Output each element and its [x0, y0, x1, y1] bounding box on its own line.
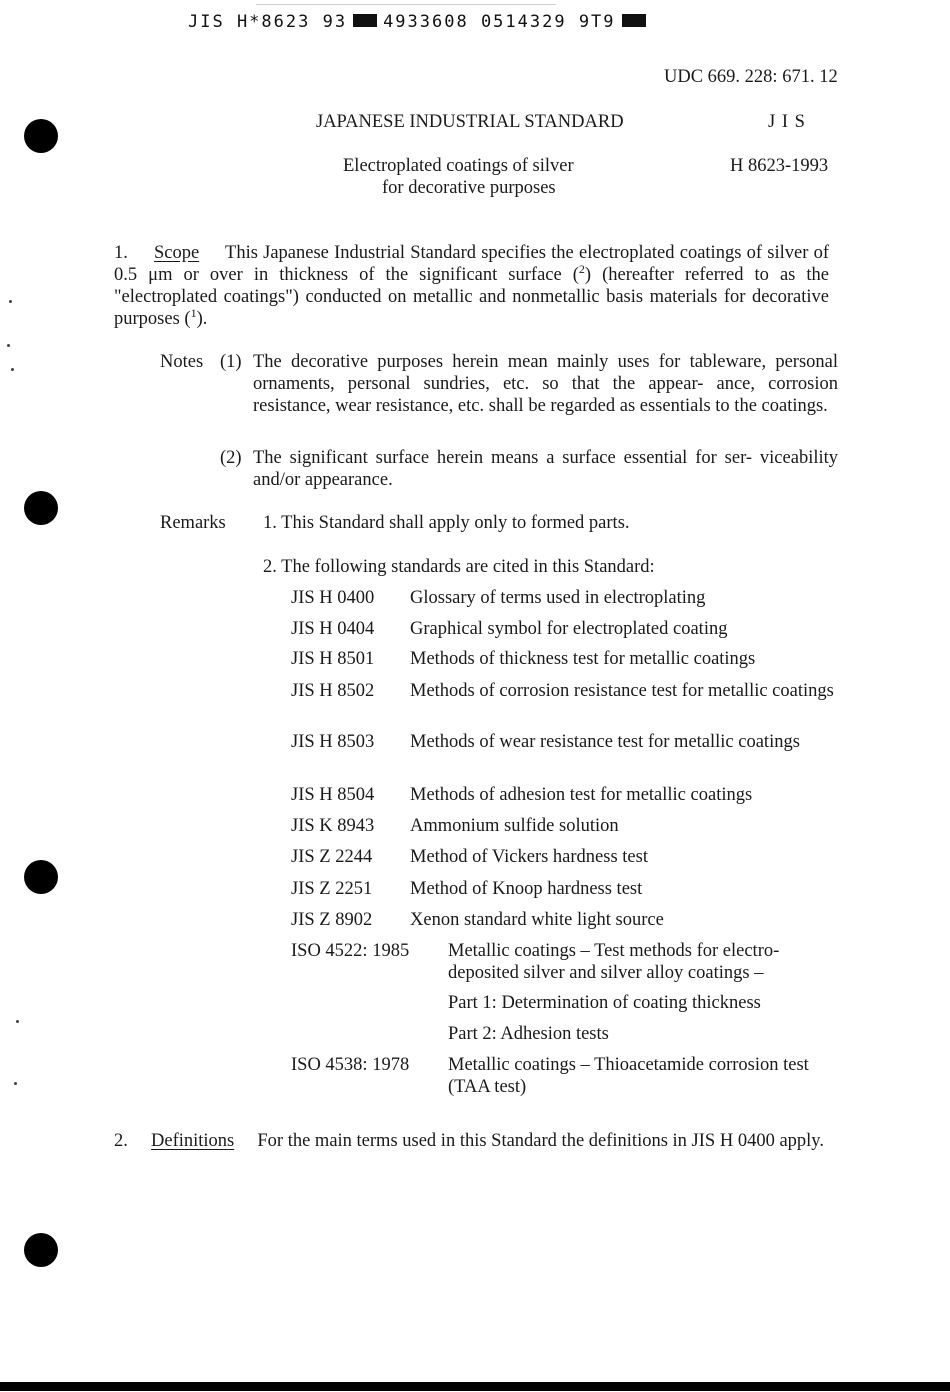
- standard-part: Part 2: Adhesion tests: [448, 1024, 609, 1044]
- standard-title: Methods of thickness test for metallic coatings: [410, 649, 756, 669]
- standard-code: JIS Z 2244: [291, 847, 373, 867]
- remark-item: 2. The following standards are cited in this Standard:: [263, 557, 655, 577]
- note-text: The significant surface herein means a surface essential for ser- viceability and/or appearance.: [253, 448, 838, 490]
- footnote-ref: 2: [578, 261, 585, 276]
- doc-title-line2: for decorative purposes: [382, 178, 556, 198]
- scope-section: [114, 242, 829, 330]
- standard-number: H 8623-1993: [730, 156, 829, 176]
- barcode-left: JIS H*8623 93: [188, 12, 348, 32]
- standard-title: Graphical symbol for electroplated coating: [410, 619, 728, 639]
- standard-title: Metallic coatings – Test methods for electro- deposited silver and silver alloy coatings –: [448, 941, 780, 983]
- scan-top-line: [256, 4, 556, 5]
- scope-text-3: ).: [196, 309, 208, 329]
- standard-title: Method of Knoop hardness test: [410, 879, 643, 899]
- footnote-ref: 1: [190, 305, 197, 320]
- standard-code: JIS K 8943: [291, 816, 375, 836]
- standard-title: Method of Vickers hardness test: [410, 847, 648, 867]
- notes-label: Notes: [160, 352, 204, 372]
- standard-code: JIS Z 8902: [291, 910, 373, 930]
- udc-code: UDC 669. 228: 671. 12: [664, 67, 838, 87]
- note-mark: (2): [220, 448, 242, 468]
- punch-hole-icon: [24, 860, 58, 894]
- standard-code: JIS Z 2251: [291, 879, 373, 899]
- standard-title: Glossary of terms used in electroplating: [410, 588, 706, 608]
- standard-org: JAPANESE INDUSTRIAL STANDARD: [316, 112, 624, 132]
- standard-title: Methods of corrosion resistance test for metallic coatings: [410, 681, 834, 701]
- standard-code: ISO 4538: 1978: [291, 1055, 410, 1075]
- punch-hole-icon: [24, 491, 58, 525]
- standard-code: JIS H 8503: [291, 732, 375, 752]
- scan-speck: [14, 1082, 17, 1085]
- remarks-label: Remarks: [160, 513, 226, 533]
- page-bottom-rule: [0, 1382, 950, 1391]
- barcode-header: [188, 10, 652, 34]
- barcode-block-icon: [622, 14, 646, 27]
- jis-mark: J I S: [768, 112, 806, 132]
- standard-code: JIS H 8501: [291, 649, 375, 669]
- standard-title: Methods of adhesion test for metallic coatings: [410, 785, 753, 805]
- remark-item: 1. This Standard shall apply only to formed parts.: [263, 513, 630, 533]
- punch-hole-icon: [24, 119, 58, 153]
- standard-code: JIS H 8504: [291, 785, 375, 805]
- definitions-section: [114, 1130, 829, 1152]
- standard-code: JIS H 0400: [291, 588, 375, 608]
- standard-title: Metallic coatings – Thioacetamide corrosion test (TAA test): [448, 1055, 809, 1097]
- standard-title: Ammonium sulfide solution: [410, 816, 619, 836]
- definitions-text: For the main terms used in this Standard the definitions in JIS H 0400 apply.: [257, 1131, 824, 1151]
- section-number: 1.: [114, 243, 128, 263]
- scan-speck: [9, 300, 12, 303]
- standard-code: ISO 4522: 1985: [291, 941, 410, 961]
- doc-title-line1: Electroplated coatings of silver: [343, 156, 574, 176]
- barcode-mid: 4933608 0514329 9T9: [383, 12, 616, 32]
- standard-code: JIS H 8502: [291, 681, 375, 701]
- scope-text-2: ) (hereafter referred to as the "electroplated coatings") conducted on metallic and nonmetallic basis materials for decorative purposes (: [114, 265, 829, 329]
- standard-code: JIS H 0404: [291, 619, 375, 639]
- barcode-block-icon: [353, 14, 377, 27]
- section-number: 2.: [114, 1131, 128, 1151]
- section-heading: Scope: [154, 243, 200, 263]
- standard-part: Part 1: Determination of coating thickness: [448, 993, 761, 1013]
- note-text: The decorative purposes herein mean mainly uses for tableware, personal ornaments, personal sundries, etc. so that the appear- ance, corrosion resistance, wear resistance, etc. shall be regarded as essentials to the coatings.: [253, 352, 838, 416]
- note-mark: (1): [220, 352, 242, 372]
- section-heading: Definitions: [151, 1131, 235, 1151]
- standard-title: Xenon standard white light source: [410, 910, 664, 930]
- scan-speck: [16, 1020, 19, 1023]
- punch-hole-icon: [24, 1233, 58, 1267]
- standard-title: Methods of wear resistance test for metallic coatings: [410, 732, 800, 752]
- scope-text-1: This Japanese Industrial Standard specifies the electroplated coatings of silver of 0.5 μm or over in thickness of the significant surface (: [114, 243, 829, 285]
- scan-speck: [11, 368, 14, 371]
- scan-speck: [7, 344, 10, 347]
